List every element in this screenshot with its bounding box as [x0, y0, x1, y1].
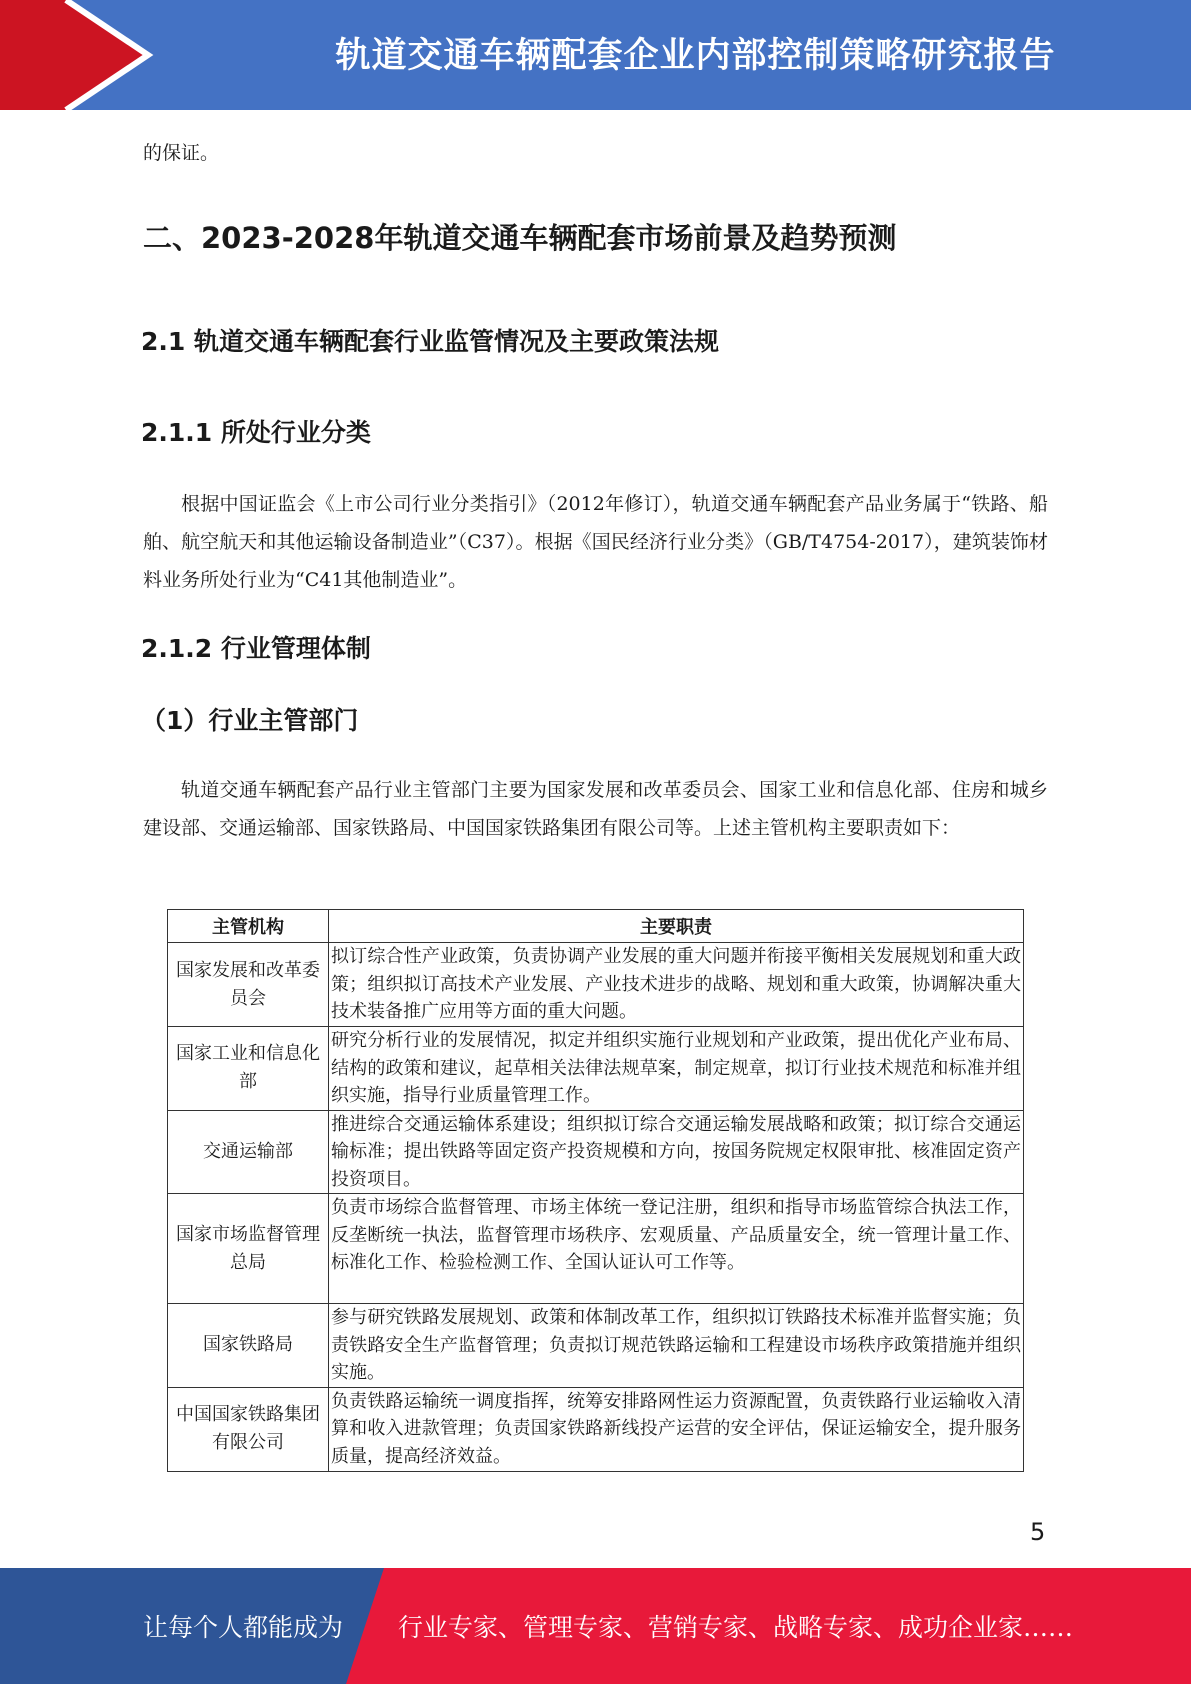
column-header-duty: 主要职责 — [329, 910, 1024, 943]
column-header-org: 主管机构 — [168, 910, 329, 943]
org-cell: 国家发展和改革委员会 — [168, 943, 329, 1027]
table-row — [168, 1194, 1024, 1304]
page-number: 5 — [1030, 1518, 1046, 1546]
org-cell: 国家铁路局 — [168, 1304, 329, 1388]
subsection-heading-2-1: 2.1 轨道交通车辆配套行业监管情况及主要政策法规 — [141, 327, 719, 356]
footer-slogan-left: 让每个人都能成为 — [143, 1613, 344, 1642]
table-row — [168, 1027, 1024, 1111]
table-header-row — [168, 910, 1024, 943]
duty-cell: 推进综合交通运输体系建设；组织拟订综合交通运输发展战略和政策；拟订综合交通运输标准；提出铁路等固定资产投资规模和方向，按国务院规定权限审批、核准固定资产投资项目。 — [329, 1110, 1024, 1194]
duty-cell: 负责市场综合监督管理、市场主体统一登记注册，组织和指导市场监管综合执法工作，反垄断统一执法，监督管理市场秩序、宏观质量、产品质量安全，统一管理计量工作、标准化工作、检验检测工作、全国认证认可工作等。 — [329, 1194, 1024, 1304]
authority-paragraph: 轨道交通车辆配套产品行业主管部门主要为国家发展和改革委员会、国家工业和信息化部、住房和城乡建设部、交通运输部、国家铁路局、中国国家铁路集团有限公司等。上述主管机构主要职责如下： — [143, 779, 1048, 839]
duty-cell: 研究分析行业的发展情况，拟定并组织实施行业规划和产业政策，提出优化产业布局、结构的政策和建议，起草相关法律法规草案，制定规章，拟订行业技术规范和标准并组织实施，指导行业质量管理工作。 — [329, 1027, 1024, 1111]
subsection-heading-authorities: （1）行业主管部门 — [141, 706, 359, 735]
duty-cell: 负责铁路运输统一调度指挥，统筹安排路网性运力资源配置，负责铁路行业运输收入清算和收入进款管理；负责国家铁路新线投产运营的安全评估，保证运输安全，提升服务质量，提高经济效益。 — [329, 1387, 1024, 1471]
table-row — [168, 1304, 1024, 1388]
subsection-heading-2-1-1: 2.1.1 所处行业分类 — [141, 418, 371, 447]
footer-slogan-right: 行业专家、管理专家、营销专家、战略专家、成功企业家…… — [398, 1613, 1074, 1642]
org-cell: 国家市场监督管理总局 — [168, 1194, 329, 1304]
table-row — [168, 1110, 1024, 1194]
footer-banner — [0, 1568, 1191, 1684]
intro-tail-text: 的保证。 — [143, 142, 220, 164]
org-cell: 交通运输部 — [168, 1110, 329, 1194]
report-title: 轨道交通车辆配套企业内部控制策略研究报告 — [335, 36, 1056, 76]
section-heading: 二、2023-2028年轨道交通车辆配套市场前景及趋势预测 — [143, 221, 897, 255]
duty-cell: 拟订综合性产业政策，负责协调产业发展的重大问题并衔接平衡相关发展规划和重大政策；组织拟订高技术产业发展、产业技术进步的战略、规划和重大政策，协调解决重大技术装备推广应用等方面的重大问题。 — [329, 943, 1024, 1027]
authority-duty-table — [167, 909, 1024, 1472]
header-banner — [0, 0, 1191, 110]
subsection-heading-2-1-2: 2.1.2 行业管理体制 — [141, 634, 371, 663]
table-row — [168, 1387, 1024, 1471]
duty-cell: 参与研究铁路发展规划、政策和体制改革工作，组织拟订铁路技术标准并监督实施；负责铁路安全生产监督管理；负责拟订规范铁路运输和工程建设市场秩序政策措施并组织实施。 — [329, 1304, 1024, 1388]
table-row — [168, 943, 1024, 1027]
classification-paragraph: 根据中国证监会《上市公司行业分类指引》（2012年修订），轨道交通车辆配套产品业务属于“铁路、船舶、航空航天和其他运输设备制造业”（C37）。根据《国民经济行业分类》（GB/T4754-2017），建筑装饰材料业务所处行业为“C41其他制造业”。 — [143, 493, 1048, 591]
org-cell: 国家工业和信息化部 — [168, 1027, 329, 1111]
org-cell: 中国国家铁路集团有限公司 — [168, 1387, 329, 1471]
